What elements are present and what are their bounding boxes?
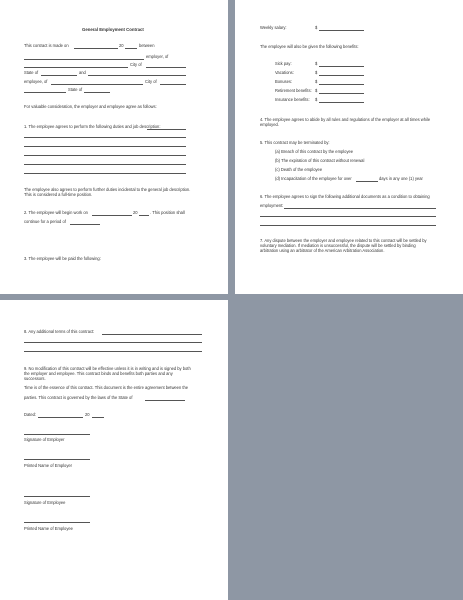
blank-line	[84, 92, 110, 93]
blank-line	[160, 84, 186, 85]
signature-line	[24, 496, 90, 497]
clause-7: voluntary mediation. If mediation is unsuccessful, the dispute will be settled by binding	[260, 243, 416, 248]
blank-line	[41, 75, 77, 76]
blank-line	[147, 129, 186, 130]
blank-line	[146, 67, 186, 68]
dated-year: 20	[85, 412, 90, 417]
termination-item: (d) Incapacitation of the employee for over	[275, 176, 352, 181]
further-duties-text: This is considered a full-time position.	[24, 192, 93, 197]
blank-line	[145, 400, 185, 401]
dollar-sign: $	[315, 61, 318, 66]
dollar-sign: $	[315, 88, 318, 93]
blank-line	[319, 66, 364, 67]
clause-9: 9. No modification of this contract will be effective unless it is in writing and is signed by both	[24, 366, 191, 371]
blank-line	[24, 137, 186, 138]
blank-line	[284, 208, 436, 209]
contract-page-2	[235, 0, 463, 294]
blank-line	[319, 102, 364, 103]
signature-line	[24, 459, 90, 460]
blank-line	[319, 93, 364, 94]
signature-line	[24, 434, 90, 435]
clause-2: continue for a period of	[24, 219, 66, 224]
further-duties-text: The employee also agrees to perform further duties incidental to the general job description.	[24, 187, 191, 192]
intro-text: State of	[24, 70, 39, 75]
blank-line	[24, 92, 66, 93]
benefit-label: Vacations:	[275, 70, 294, 75]
blank-line	[24, 351, 202, 352]
intro-text: City of	[130, 62, 142, 67]
employer-printed-name-label: Printed Name of Employer	[24, 463, 73, 468]
blank-line	[24, 155, 186, 156]
blank-line	[260, 225, 436, 226]
blank-line	[92, 417, 104, 418]
clause-3: 3. The employee will be paid the following:	[24, 256, 101, 261]
clause-9: the employer and employee. This contract binds and benefits both parties and any	[24, 371, 173, 376]
blank-line	[24, 164, 186, 165]
clause-1: 1. The employee agrees to perform the following duties and job description:	[24, 124, 161, 129]
intro-text: This contract is made on	[24, 43, 69, 48]
weekly-salary-label: Weekly salary:	[260, 25, 287, 30]
clause-2: 20	[133, 210, 138, 215]
termination-item: (c) Death of the employee	[275, 167, 323, 172]
document-title: General Employment Contract	[82, 27, 144, 32]
blank-line	[125, 48, 137, 49]
blank-line	[70, 224, 100, 225]
dated-label: Dated:	[24, 412, 37, 417]
blank-line	[260, 216, 436, 217]
blank-line	[319, 75, 364, 76]
blank-line	[356, 181, 378, 182]
clause-6: 6. The employee agrees to sign the following additional documents as a condition to obtaining	[260, 194, 430, 199]
benefit-label: Retirement benefits:	[275, 88, 312, 93]
clause-4: 4. The employee agrees to abide by all rules and regulations of the employer at all times while	[260, 117, 431, 122]
benefit-label: Bonuses:	[275, 79, 293, 84]
intro-text: 20	[119, 43, 124, 48]
blank-line	[74, 48, 118, 49]
termination-item: (a) Breach of this contract by the employee	[275, 149, 354, 154]
benefits-intro: The employee will also be given the following benefits:	[260, 44, 359, 49]
clause-2: 2. The employee will begin work on	[24, 210, 88, 215]
governing-law-text: parties. This contract is governed by the laws of the State of	[24, 395, 133, 400]
employee-signature-label: Signature of Employee	[24, 500, 66, 505]
intro-text: City of	[145, 79, 157, 84]
blank-line	[88, 75, 186, 76]
blank-line	[319, 30, 364, 31]
blank-line	[24, 59, 144, 60]
intro-text: employee, of	[24, 79, 48, 84]
clause-4: employed.	[260, 122, 279, 127]
blank-line	[38, 417, 83, 418]
signature-line	[24, 522, 90, 523]
blank-line	[24, 342, 202, 343]
employer-signature-label: Signature of Employer	[24, 437, 65, 442]
clause-7: arbitration using an arbitrator of the American Arbitration Association.	[260, 248, 385, 253]
intro-text: State of	[68, 87, 83, 92]
blank-line	[51, 84, 143, 85]
blank-line	[102, 334, 202, 335]
empty-background-area	[235, 300, 463, 600]
intro-text: and	[79, 70, 86, 75]
intro-text: between	[139, 43, 155, 48]
clause-8: 8. Any additional terms of this contract:	[24, 329, 95, 334]
clause-6: employment:	[260, 203, 284, 208]
clause-5: 5. This contract may be terminated by:	[260, 140, 330, 145]
entire-agreement-text: Time is of the essence of this contract. This document is the entire agreement between the	[24, 385, 189, 390]
dollar-sign: $	[315, 25, 318, 30]
consideration-text: For valuable consideration, the employer and employee agree as follows:	[24, 104, 157, 109]
dollar-sign: $	[315, 79, 318, 84]
clause-2: . This position shall	[150, 210, 185, 215]
clause-9: successors.	[24, 376, 46, 381]
dollar-sign: $	[315, 97, 318, 102]
blank-line	[24, 67, 128, 68]
blank-line	[92, 215, 132, 216]
benefit-label: Insurance benefits:	[275, 97, 310, 102]
blank-line	[24, 173, 186, 174]
clause-7: 7. Any dispute between the employer and employee related to this contract will be settled by	[260, 238, 427, 243]
termination-item: days in any one (1) year	[379, 176, 423, 181]
employee-printed-name-label: Printed Name of Employee	[24, 526, 73, 531]
contract-page-3	[0, 300, 228, 600]
blank-line	[139, 215, 149, 216]
intro-text: employer, of	[146, 54, 169, 59]
benefit-label: Sick pay:	[275, 61, 292, 66]
contract-page-1	[0, 0, 228, 294]
blank-line	[319, 84, 364, 85]
dollar-sign: $	[315, 70, 318, 75]
termination-item: (b) The expiration of this contract without renewal	[275, 158, 365, 163]
blank-line	[24, 146, 186, 147]
